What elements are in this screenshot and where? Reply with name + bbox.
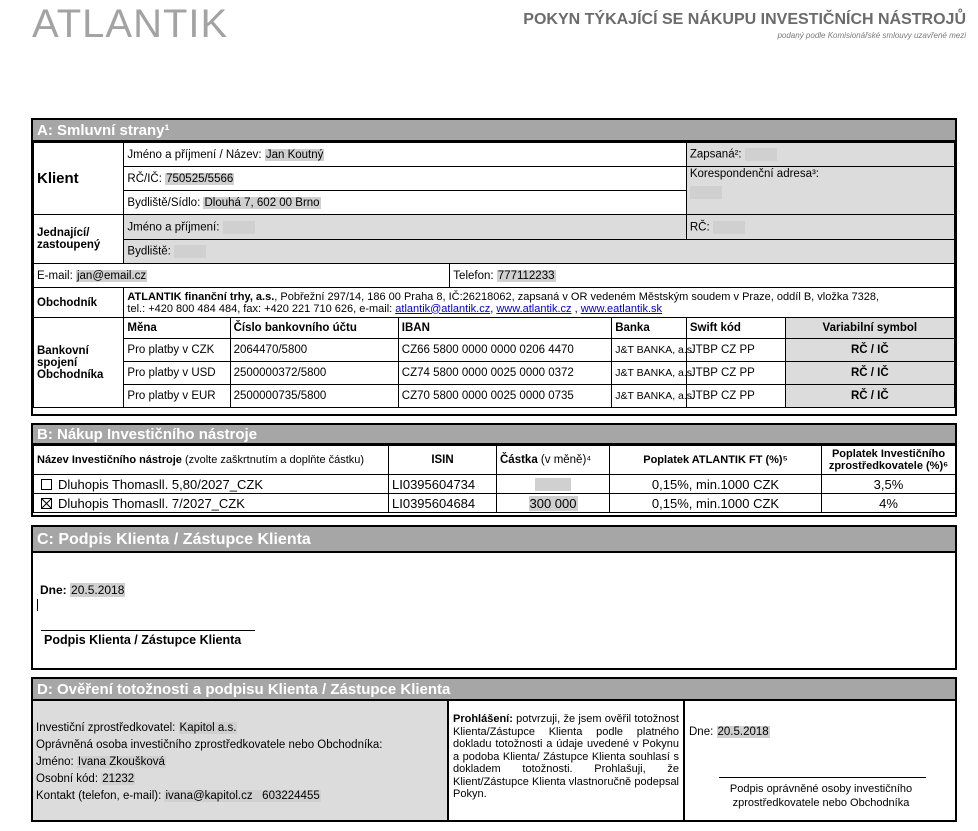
jednajici-jmeno-cell[interactable]: Jméno a příjmení: (124, 215, 686, 240)
obchodnik-label: Obchodník (34, 288, 124, 318)
kontakt-value: ivana@kapitol.cz 603224455 (165, 790, 320, 802)
telefon-cell[interactable]: Telefon: 777112233 (450, 264, 955, 288)
osoba-jmeno: Ivana Zkoušková (77, 756, 165, 768)
table-row: Dluhopis Thomasll. 5,80/2027_CZK LI0395604734 0,15%, min.1000 CZK 3,5% (34, 475, 956, 494)
zapsana-blank (745, 148, 777, 161)
signature-line[interactable] (41, 630, 255, 631)
section-b-title: B: Nákup Investičního nástroje (33, 425, 955, 445)
jednajici-label: Jednající/ zastoupený (34, 215, 124, 264)
instrument-name: Dluhopis Thomasll. 5,80/2027_CZK (58, 476, 263, 492)
section-c-title: C: Podpis Klienta / Zástupce Klienta (33, 527, 955, 553)
overeni-signature-box (685, 701, 955, 820)
obchodnik-info: ATLANTIK finanční trhy, a.s., Pobřežní 297/14, 186 00 Praha 8, IČ:26218062, zapsaná v OR vedeném Městským soudem v Praze, oddíl B, vložka 7328, tel.: +420 800 484 484, fax: +420 221 710 626, e-mail: atlantik@atlantik.cz, www.atlantik.cz , www.eatlantik.sk (124, 288, 955, 318)
iz-value: Kapitol a.s. (179, 722, 237, 734)
section-d-title: D: Ověření totožnosti a podpisu Klienta / Zástupce Klienta (33, 679, 955, 701)
klient-bydliste-cell[interactable]: Bydliště/Sídlo: Dlouhá 7, 602 00 Brno (124, 191, 686, 215)
obchodnik-web-link[interactable]: www.atlantik.cz (496, 302, 572, 315)
instrument-checkbox[interactable] (41, 479, 52, 490)
bank-header-ucet: Číslo bankovního účtu (230, 318, 398, 339)
bank-row: Pro platby v EUR 2500000735/5800 CZ70 5800 0000 0025 0000 0735 J&T BANKA, a.s. JTBP CZ PP RČ / IČ (34, 385, 955, 408)
klient-name-cell[interactable]: Jméno a příjmení / Název: Jan Koutný (124, 143, 686, 167)
email-cell[interactable]: E-mail: jan@email.cz (34, 264, 450, 288)
obchodnik-email-link[interactable]: atlantik@atlantik.cz (395, 302, 491, 315)
signature-date[interactable]: Dne: 20.5.2018 (40, 583, 125, 597)
instrument-header-name: Název Investičního nástroje (zvolte zaškrtnutím a doplňte částku) (34, 446, 389, 475)
verification-info: Investiční zprostředkovatel: Kapitol a.s. Oprávněná osoba investičního zprostředkovatele nebo Obchodníka: Jméno: Ivana Zkoušková Osobní kód: 21232 Kontakt (telefon, e-mail): ivana@kapitol.cz 603224455 (33, 701, 449, 820)
section-a-title: A: Smluvní strany¹ (33, 120, 955, 142)
section-b (31, 423, 957, 517)
instrument-header-castka: Částka (v měně)⁴ (497, 446, 610, 475)
overeni-date[interactable]: Dne: 20.5.2018 (689, 726, 769, 738)
signature-label: Podpis Klienta / Zástupce Klienta (44, 633, 242, 647)
instrument-castka-cell[interactable] (497, 475, 610, 494)
overeni-date-value: 20.5.2018 (717, 726, 769, 738)
bank-label: Bankovní spojení Obchodníka (34, 318, 124, 408)
bank-row: Pro platby v CZK 2064470/5800 CZ66 5800 0000 0000 0206 4470 J&T BANKA, a.s. JTBP CZ PP RČ / IČ (34, 339, 955, 362)
jednajici-rc-blank (713, 221, 745, 234)
klient-name: Jan Koutný (265, 148, 324, 161)
jednajici-bydliste-blank (174, 245, 206, 258)
koresp-cell[interactable]: Korespondenční adresa³: (686, 167, 954, 215)
instrument-header-poplatek: Poplatek ATLANTIK FT (%)⁵ (610, 446, 822, 475)
koresp-blank (690, 186, 722, 199)
prohlaseni-box: Prohlášení: potvrzuji, že jsem ověřil totožnost Klienta/Zástupce Klienta podle platného dokladu totožnosti a údaje uvedené v Pokynu a podoba Klienta/ Zástupce Klienta souhlasí s dokladem totožnosti. Prohlašuji, že Klient/Zástupce Klienta vlastnoručně podepsal Pokyn. (449, 701, 685, 820)
document-title: POKYN TÝKAJÍCÍ SE NÁKUPU INVESTIČNÍCH NÁSTROJŮ (523, 11, 966, 28)
bank-header-mena: Měna (124, 318, 230, 339)
instrument-header-poplatek2: Poplatek Investičního zprostředkovatele (%)⁶ (822, 446, 956, 475)
overeni-signature-label: Podpis oprávněné osoby investičního zprostředkovatele nebo Obchodníka (729, 783, 913, 809)
bank-header-swift: Swift kód (686, 318, 785, 339)
bank-row: Pro platby v USD 2500000372/5800 CZ74 5800 0000 0025 0000 0372 J&T BANKA, a.s. JTBP CZ PP RČ / IČ (34, 362, 955, 385)
document-subtitle: podaný podle Komisionářské smlouvy uzavřené mezi (777, 31, 966, 40)
klient-rc-cell[interactable]: RČ/IČ: 750525/5566 (124, 167, 686, 191)
jednajici-jmeno-blank (223, 221, 255, 234)
email-value: jan@email.cz (76, 269, 147, 282)
signature-date-value: 20.5.2018 (71, 583, 125, 597)
instrument-header-isin: ISIN (389, 446, 497, 475)
company-logo: ATLANTIK (32, 2, 229, 46)
castka-value: 300 000 (529, 495, 577, 511)
instrument-name: Dluhopis Thomasll. 7/2027_CZK (58, 495, 245, 511)
osobni-kod: 21232 (102, 773, 135, 785)
obchodnik-name: ATLANTIK finanční trhy, a.s. (127, 290, 275, 303)
klient-label: Klient (34, 143, 124, 215)
instruments-table (33, 445, 956, 513)
text-cursor (37, 599, 38, 611)
parties-table (33, 142, 955, 408)
jednajici-rc-cell[interactable]: RČ: (686, 215, 954, 240)
bank-header-banka: Banka (612, 318, 687, 339)
overeni-signature-line[interactable] (719, 777, 926, 778)
obchodnik-web2-link[interactable]: www.eatlantik.sk (580, 302, 663, 315)
castka-blank (535, 478, 571, 491)
zapsana-cell[interactable]: Zapsaná²: (686, 143, 954, 167)
section-d (31, 677, 957, 822)
section-c (31, 525, 957, 670)
bank-header-iban: IBAN (398, 318, 611, 339)
klient-bydliste: Dlouhá 7, 602 00 Brno (204, 196, 320, 209)
bank-header-vs: Variabilní symbol (785, 318, 954, 339)
instrument-checkbox-checked[interactable] (41, 498, 52, 509)
klient-rc: 750525/5566 (166, 172, 234, 185)
section-a (31, 118, 957, 416)
telefon-value: 777112233 (497, 269, 555, 282)
jednajici-bydliste-cell[interactable]: Bydliště: (124, 240, 955, 264)
table-row: Dluhopis Thomasll. 7/2027_CZK LI0395604684 300 000 0,15%, min.1000 CZK 4% (34, 494, 956, 513)
instrument-castka-cell[interactable] (497, 494, 610, 513)
